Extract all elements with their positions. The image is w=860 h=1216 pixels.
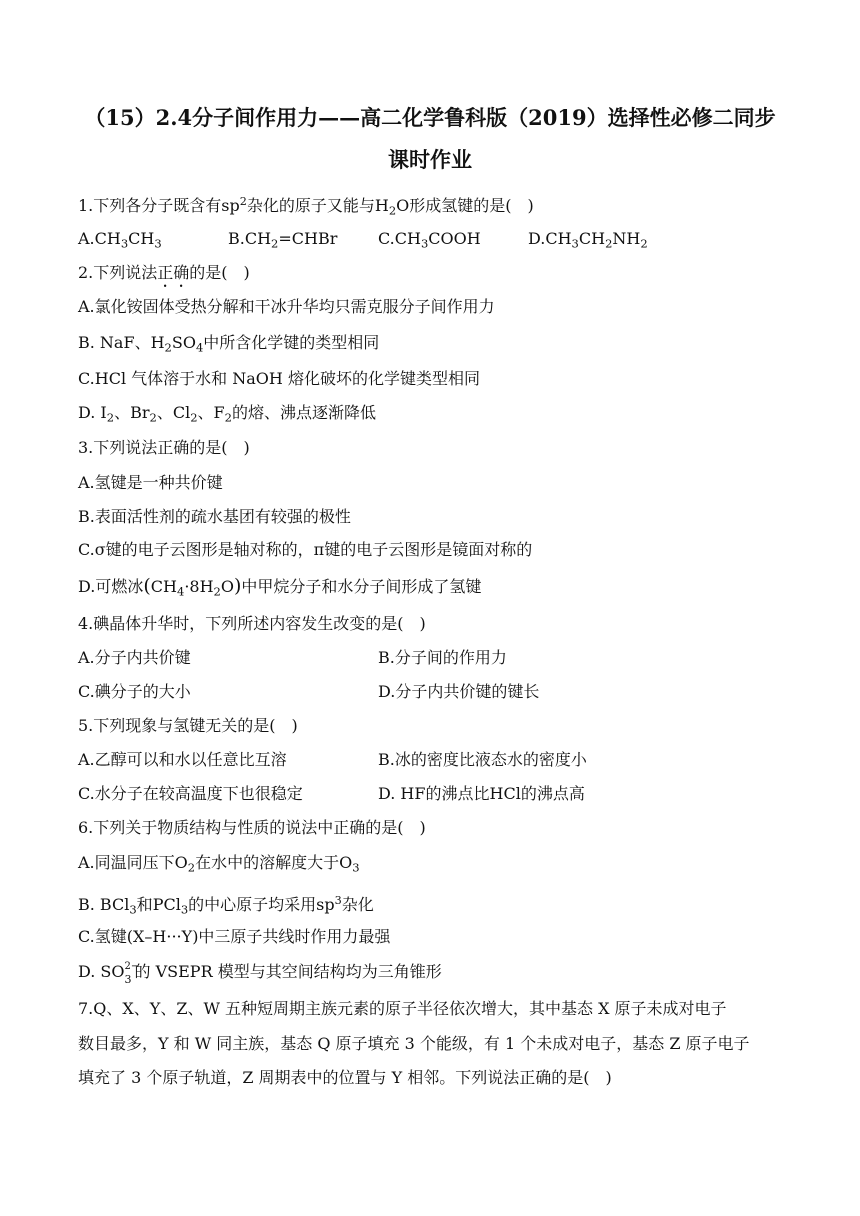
text-fragment: SO (171, 333, 196, 352)
text-fragment: 2 (106, 410, 115, 425)
question-3-stem: 3.下列说法正确的是( ) (78, 438, 250, 457)
text-fragment: 4 (176, 584, 185, 599)
question-4-option-b: B.分子间的作用力 (378, 648, 507, 667)
text-fragment: CH (394, 229, 421, 248)
text-fragment: 3 (571, 236, 579, 251)
text-fragment: 的 VSEPR 模型与其空间结构均为三角锥形 (134, 962, 442, 981)
question-3-option-b: B.表面活性剂的疏水基团有较强的极性 (78, 507, 351, 526)
text-fragment: 2.下列说法 (78, 263, 158, 282)
question-5-option-a: A.乙醇可以和水以任意比互溶 (78, 750, 287, 769)
text-fragment: 2− (124, 961, 140, 972)
text-fragment: D. (528, 229, 546, 248)
text-fragment: CH (244, 229, 272, 248)
question-1-option-c (378, 229, 481, 253)
question-7-stem-line-2: 数目最多，Y 和 W 同主族，基态 Q 原子填充 3 个能级，有 1 个未成对电子，基态 Z 原子电子 (78, 1034, 750, 1053)
text-fragment: 2 (213, 584, 221, 599)
text-fragment: COOH (428, 229, 481, 248)
text-fragment: X–H···Y (133, 927, 193, 946)
text-fragment: 3 (154, 236, 162, 251)
text-fragment: B. NaF、H (78, 333, 165, 352)
text-fragment: 在水中的溶解度大于 (195, 853, 340, 872)
text-fragment: CH (578, 229, 606, 248)
text-fragment: ·8H (184, 577, 214, 596)
text-fragment: 2 (190, 410, 198, 425)
text-fragment: 的沸点比 (425, 784, 490, 803)
question-4-option-c: C.碘分子的大小 (78, 682, 191, 701)
text-fragment: 2 (149, 410, 157, 425)
text-fragment: 、Br (114, 403, 150, 422)
text-fragment: C.氢键( (78, 927, 134, 946)
question-3-option-d (78, 576, 481, 601)
text-fragment: O (339, 853, 353, 872)
text-fragment: C. (378, 229, 395, 248)
document-title-line-2: 课时作业 (388, 147, 472, 172)
text-fragment: 2 (605, 236, 613, 251)
question-5-option-b: B.冰的密度比液态水的密度小 (378, 750, 587, 769)
text-fragment: ) (233, 575, 242, 597)
text-fragment: D. HF (378, 784, 426, 803)
question-7-stem-line-3: 填充了 3 个原子轨道，Z 周期表中的位置与 Y 相邻。下列说法正确的是( ) (78, 1068, 612, 1087)
question-2-option-b (78, 333, 379, 357)
text-fragment: 、Cl (156, 403, 191, 422)
text-fragment: 3 (334, 894, 342, 907)
text-fragment: 2 (187, 860, 196, 875)
question-3-option-c: C.σ键的电子云图形是轴对称的，π键的电子云图形是镜面对称的 (78, 540, 533, 559)
text-fragment: 3 (352, 860, 360, 875)
text-fragment: A. (78, 229, 95, 248)
question-4-option-a: A.分子内共价键 (78, 648, 191, 667)
text-fragment: 中所含化学键的类型相同 (203, 333, 380, 352)
text-fragment: 2 (164, 340, 172, 355)
question-6-option-c (78, 927, 390, 947)
text-fragment: ( (143, 575, 151, 597)
question-1-option-a (78, 229, 162, 253)
question-5-stem: 5.下列现象与氢键无关的是( ) (78, 716, 298, 735)
text-fragment: D. SO (78, 962, 125, 981)
question-6-option-d (78, 961, 442, 986)
text-fragment: 和 (136, 895, 153, 915)
question-2-option-a: A.氯化铵固体受热分解和干冰升华均只需克服分子间作用力 (78, 297, 495, 316)
text-fragment: 的中心原子均采用sp (188, 895, 335, 915)
text-fragment: B. (228, 229, 245, 248)
text-fragment: 3 (129, 902, 137, 917)
text-fragment: 3 (180, 902, 189, 917)
text-fragment: 的沸点高 (520, 784, 585, 803)
text-fragment: =CHBr (278, 229, 338, 248)
question-6-option-a (78, 853, 360, 877)
text-fragment: 3 (420, 236, 429, 251)
text-fragment: 2 (640, 236, 648, 251)
text-fragment: 2 (224, 410, 232, 425)
question-5-option-d (378, 784, 585, 804)
text-fragment: D. I (78, 403, 107, 422)
text-fragment: 杂化 (341, 895, 374, 915)
question-3-option-a: A.氢键是一种共价键 (78, 473, 223, 492)
text-fragment: PCl (152, 895, 181, 915)
text-fragment: CH (128, 229, 155, 248)
text-fragment: A.同温同压下 (78, 853, 175, 872)
text-fragment: 2 (271, 236, 279, 251)
question-1-stem: 1.下列各分子既含有$sp^2$杂化的原子又能与$H_2O$形成氢键的是( ) (78, 195, 534, 218)
question-2-stem (78, 263, 250, 291)
text-fragment: HCl (489, 784, 521, 803)
text-fragment: CH (545, 229, 572, 248)
text-fragment: NH (612, 229, 641, 248)
text-fragment: B. BCl (78, 895, 130, 915)
text-fragment: D.可燃冰 (78, 577, 144, 596)
text-fragment: )中三原子共线时作用力最强 (192, 927, 391, 946)
text-fragment: 4 (195, 340, 204, 355)
question-2-option-d (78, 403, 376, 427)
text-fragment: 正确 (157, 263, 190, 282)
text-fragment: O (220, 577, 234, 596)
text-fragment: O (174, 853, 188, 872)
question-5-option-c: C.水分子在较高温度下也很稳定 (78, 784, 303, 803)
text-fragment: 中甲烷分子和水分子间形成了氢键 (241, 577, 482, 596)
question-2-option-c: C.HCl 气体溶于水和 NaOH 熔化破坏的化学键类型相同 (78, 369, 480, 388)
text-fragment: 的是( ) (189, 263, 250, 282)
question-6-option-b (78, 891, 374, 920)
question-6-stem: 6.下列关于物质结构与性质的说法中正确的是( ) (78, 818, 426, 837)
question-1-option-b (228, 229, 337, 253)
question-1-option-d (528, 229, 648, 253)
question-4-stem: 4.碘晶体升华时，下列所述内容发生改变的是( ) (78, 614, 426, 633)
question-4-option-d: D.分子内共价键的键长 (378, 682, 540, 701)
text-fragment: CH (150, 577, 177, 596)
document-title-line-1: （15）2.4分子间作用力——高二化学鲁科版（2019）选择性必修二同步 (84, 105, 776, 130)
text-fragment: 的熔、沸点逐渐降低 (231, 403, 376, 422)
text-fragment: CH (94, 229, 121, 248)
text-fragment: 3 (124, 973, 132, 986)
question-7-stem-line-1: 7.Q、X、Y、Z、W 五种短周期主族元素的原子半径依次增大，其中基态 X 原子未成对电子 (78, 999, 727, 1018)
text-fragment: 3 (120, 236, 129, 251)
text-fragment: 、F (197, 403, 225, 422)
